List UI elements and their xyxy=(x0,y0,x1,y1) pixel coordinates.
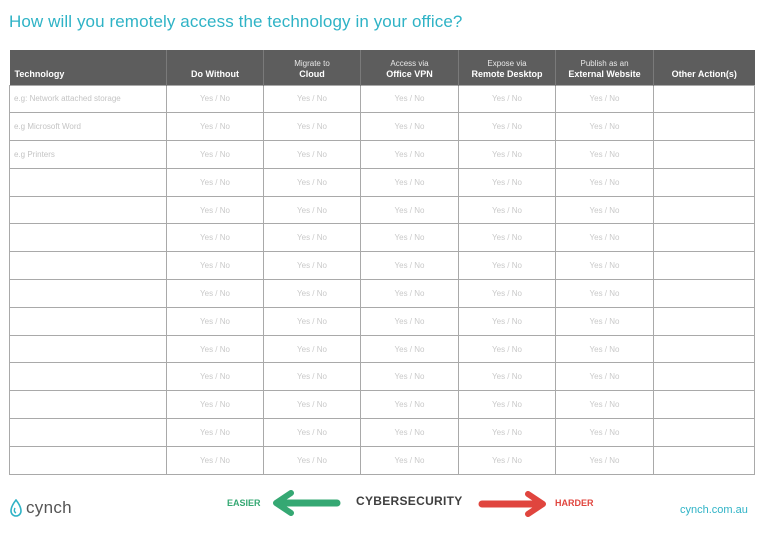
yes-no-cell[interactable]: Yes / No xyxy=(264,141,361,169)
technology-cell[interactable]: e.g Printers xyxy=(10,141,167,169)
other-action-cell[interactable] xyxy=(654,224,755,252)
yes-no-cell[interactable]: Yes / No xyxy=(361,419,459,447)
yes-no-cell[interactable]: Yes / No xyxy=(556,252,654,280)
yes-no-cell[interactable]: Yes / No xyxy=(167,196,264,224)
column-header xyxy=(556,50,654,85)
column-header xyxy=(361,50,459,85)
technology-cell[interactable] xyxy=(10,168,167,196)
other-action-cell[interactable] xyxy=(654,196,755,224)
yes-no-cell[interactable]: Yes / No xyxy=(264,419,361,447)
easier-label: EASIER xyxy=(227,498,261,508)
yes-no-cell[interactable]: Yes / No xyxy=(556,113,654,141)
column-header-main: Other Action(s) xyxy=(671,68,737,79)
yes-no-cell[interactable]: Yes / No xyxy=(459,252,556,280)
yes-no-cell[interactable]: Yes / No xyxy=(459,196,556,224)
yes-no-cell[interactable]: Yes / No xyxy=(459,113,556,141)
column-header-main: Remote Desktop xyxy=(471,68,543,79)
column-header-sub: Access via xyxy=(390,58,429,68)
yes-no-cell[interactable]: Yes / No xyxy=(459,335,556,363)
technology-cell[interactable]: e.g: Network attached storage xyxy=(10,85,167,113)
column-header-main: Technology xyxy=(14,68,65,79)
column-header-sub: Expose via xyxy=(487,58,527,68)
other-action-cell[interactable] xyxy=(654,280,755,308)
column-header-main: Do Without xyxy=(191,68,239,79)
technology-cell[interactable] xyxy=(10,280,167,308)
yes-no-cell[interactable]: Yes / No xyxy=(167,85,264,113)
yes-no-cell[interactable]: Yes / No xyxy=(361,252,459,280)
technology-cell[interactable] xyxy=(10,252,167,280)
yes-no-cell[interactable]: Yes / No xyxy=(264,446,361,474)
technology-cell[interactable] xyxy=(10,196,167,224)
table-row xyxy=(10,446,755,474)
column-header-main: External Website xyxy=(568,68,641,79)
table-row xyxy=(10,224,755,252)
column-header-main: Office VPN xyxy=(386,68,433,79)
yes-no-cell[interactable]: Yes / No xyxy=(264,391,361,419)
other-action-cell[interactable] xyxy=(654,363,755,391)
yes-no-cell[interactable]: Yes / No xyxy=(167,280,264,308)
page-title: How will you remotely access the technology in your office? xyxy=(9,12,463,31)
yes-no-cell[interactable]: Yes / No xyxy=(556,224,654,252)
yes-no-cell[interactable]: Yes / No xyxy=(556,141,654,169)
technology-cell[interactable]: e.g Microsoft Word xyxy=(10,113,167,141)
yes-no-cell[interactable]: Yes / No xyxy=(361,307,459,335)
yes-no-cell[interactable]: Yes / No xyxy=(459,168,556,196)
table-row xyxy=(10,85,755,113)
cynch-logo-icon xyxy=(9,499,23,517)
technology-cell[interactable] xyxy=(10,335,167,363)
other-action-cell[interactable] xyxy=(654,391,755,419)
column-header-main: Cloud xyxy=(299,68,325,79)
yes-no-cell[interactable]: Yes / No xyxy=(264,168,361,196)
remote-access-table xyxy=(9,50,755,475)
column-header xyxy=(459,50,556,85)
yes-no-cell[interactable]: Yes / No xyxy=(264,335,361,363)
yes-no-cell[interactable]: Yes / No xyxy=(167,252,264,280)
column-header xyxy=(167,50,264,85)
table-row xyxy=(10,280,755,308)
yes-no-cell[interactable]: Yes / No xyxy=(167,141,264,169)
table-row xyxy=(10,252,755,280)
table-row xyxy=(10,113,755,141)
yes-no-cell[interactable]: Yes / No xyxy=(264,113,361,141)
yes-no-cell[interactable]: Yes / No xyxy=(361,446,459,474)
yes-no-cell[interactable]: Yes / No xyxy=(361,335,459,363)
yes-no-cell[interactable]: Yes / No xyxy=(167,363,264,391)
table-row xyxy=(10,419,755,447)
technology-cell[interactable] xyxy=(10,307,167,335)
table-row xyxy=(10,141,755,169)
technology-cell[interactable] xyxy=(10,419,167,447)
yes-no-cell[interactable]: Yes / No xyxy=(556,196,654,224)
other-action-cell[interactable] xyxy=(654,335,755,363)
cynch-logo xyxy=(9,498,72,518)
column-header-sub: Publish as an xyxy=(580,58,629,68)
technology-cell[interactable] xyxy=(10,224,167,252)
yes-no-cell[interactable]: Yes / No xyxy=(264,363,361,391)
column-header-sub: Migrate to xyxy=(294,58,330,68)
table-row xyxy=(10,307,755,335)
yes-no-cell[interactable]: Yes / No xyxy=(167,224,264,252)
yes-no-cell[interactable]: Yes / No xyxy=(167,391,264,419)
yes-no-cell[interactable]: Yes / No xyxy=(167,446,264,474)
cybersecurity-label: CYBERSECURITY xyxy=(356,494,463,508)
other-action-cell[interactable] xyxy=(654,85,755,113)
other-action-cell[interactable] xyxy=(654,252,755,280)
yes-no-cell[interactable]: Yes / No xyxy=(459,280,556,308)
yes-no-cell[interactable]: Yes / No xyxy=(556,446,654,474)
technology-cell[interactable] xyxy=(10,391,167,419)
yes-no-cell[interactable]: Yes / No xyxy=(361,363,459,391)
table-row xyxy=(10,196,755,224)
yes-no-cell[interactable]: Yes / No xyxy=(264,307,361,335)
other-action-cell[interactable] xyxy=(654,307,755,335)
yes-no-cell[interactable]: Yes / No xyxy=(459,85,556,113)
yes-no-cell[interactable]: Yes / No xyxy=(556,419,654,447)
yes-no-cell[interactable]: Yes / No xyxy=(556,391,654,419)
table-header-row xyxy=(10,50,755,85)
yes-no-cell[interactable]: Yes / No xyxy=(167,113,264,141)
yes-no-cell[interactable]: Yes / No xyxy=(556,280,654,308)
yes-no-cell[interactable]: Yes / No xyxy=(361,141,459,169)
yes-no-cell[interactable]: Yes / No xyxy=(264,252,361,280)
yes-no-cell[interactable]: Yes / No xyxy=(459,224,556,252)
yes-no-cell[interactable]: Yes / No xyxy=(459,141,556,169)
yes-no-cell[interactable]: Yes / No xyxy=(361,196,459,224)
technology-cell[interactable] xyxy=(10,363,167,391)
yes-no-cell[interactable]: Yes / No xyxy=(556,168,654,196)
yes-no-cell[interactable]: Yes / No xyxy=(167,168,264,196)
table-row xyxy=(10,391,755,419)
table-row xyxy=(10,335,755,363)
other-action-cell[interactable] xyxy=(654,446,755,474)
technology-cell[interactable] xyxy=(10,446,167,474)
yes-no-cell[interactable]: Yes / No xyxy=(361,85,459,113)
website-link[interactable]: cynch.com.au xyxy=(680,504,748,516)
yes-no-cell[interactable]: Yes / No xyxy=(361,224,459,252)
other-action-cell[interactable] xyxy=(654,113,755,141)
table-row xyxy=(10,168,755,196)
yes-no-cell[interactable]: Yes / No xyxy=(361,113,459,141)
table-body xyxy=(10,85,755,474)
other-action-cell[interactable] xyxy=(654,141,755,169)
yes-no-cell[interactable]: Yes / No xyxy=(264,280,361,308)
arrow-right-icon xyxy=(478,491,548,517)
yes-no-cell[interactable]: Yes / No xyxy=(556,335,654,363)
harder-label: HARDER xyxy=(555,498,594,508)
yes-no-cell[interactable]: Yes / No xyxy=(361,168,459,196)
yes-no-cell[interactable]: Yes / No xyxy=(361,280,459,308)
yes-no-cell[interactable]: Yes / No xyxy=(459,363,556,391)
other-action-cell[interactable] xyxy=(654,168,755,196)
yes-no-cell[interactable]: Yes / No xyxy=(459,307,556,335)
yes-no-cell[interactable]: Yes / No xyxy=(556,85,654,113)
other-action-cell[interactable] xyxy=(654,419,755,447)
yes-no-cell[interactable]: Yes / No xyxy=(459,391,556,419)
table-row xyxy=(10,363,755,391)
yes-no-cell[interactable]: Yes / No xyxy=(167,307,264,335)
logo-text: cynch xyxy=(26,498,72,517)
yes-no-cell[interactable]: Yes / No xyxy=(556,363,654,391)
yes-no-cell[interactable]: Yes / No xyxy=(459,446,556,474)
yes-no-cell[interactable]: Yes / No xyxy=(556,307,654,335)
yes-no-cell[interactable]: Yes / No xyxy=(264,196,361,224)
column-header xyxy=(10,50,167,85)
yes-no-cell[interactable]: Yes / No xyxy=(459,419,556,447)
column-header xyxy=(654,50,755,85)
yes-no-cell[interactable]: Yes / No xyxy=(167,419,264,447)
footer xyxy=(0,488,763,528)
arrow-left-icon xyxy=(271,490,341,516)
yes-no-cell[interactable]: Yes / No xyxy=(167,335,264,363)
column-header xyxy=(264,50,361,85)
yes-no-cell[interactable]: Yes / No xyxy=(264,85,361,113)
yes-no-cell[interactable]: Yes / No xyxy=(361,391,459,419)
yes-no-cell[interactable]: Yes / No xyxy=(264,224,361,252)
